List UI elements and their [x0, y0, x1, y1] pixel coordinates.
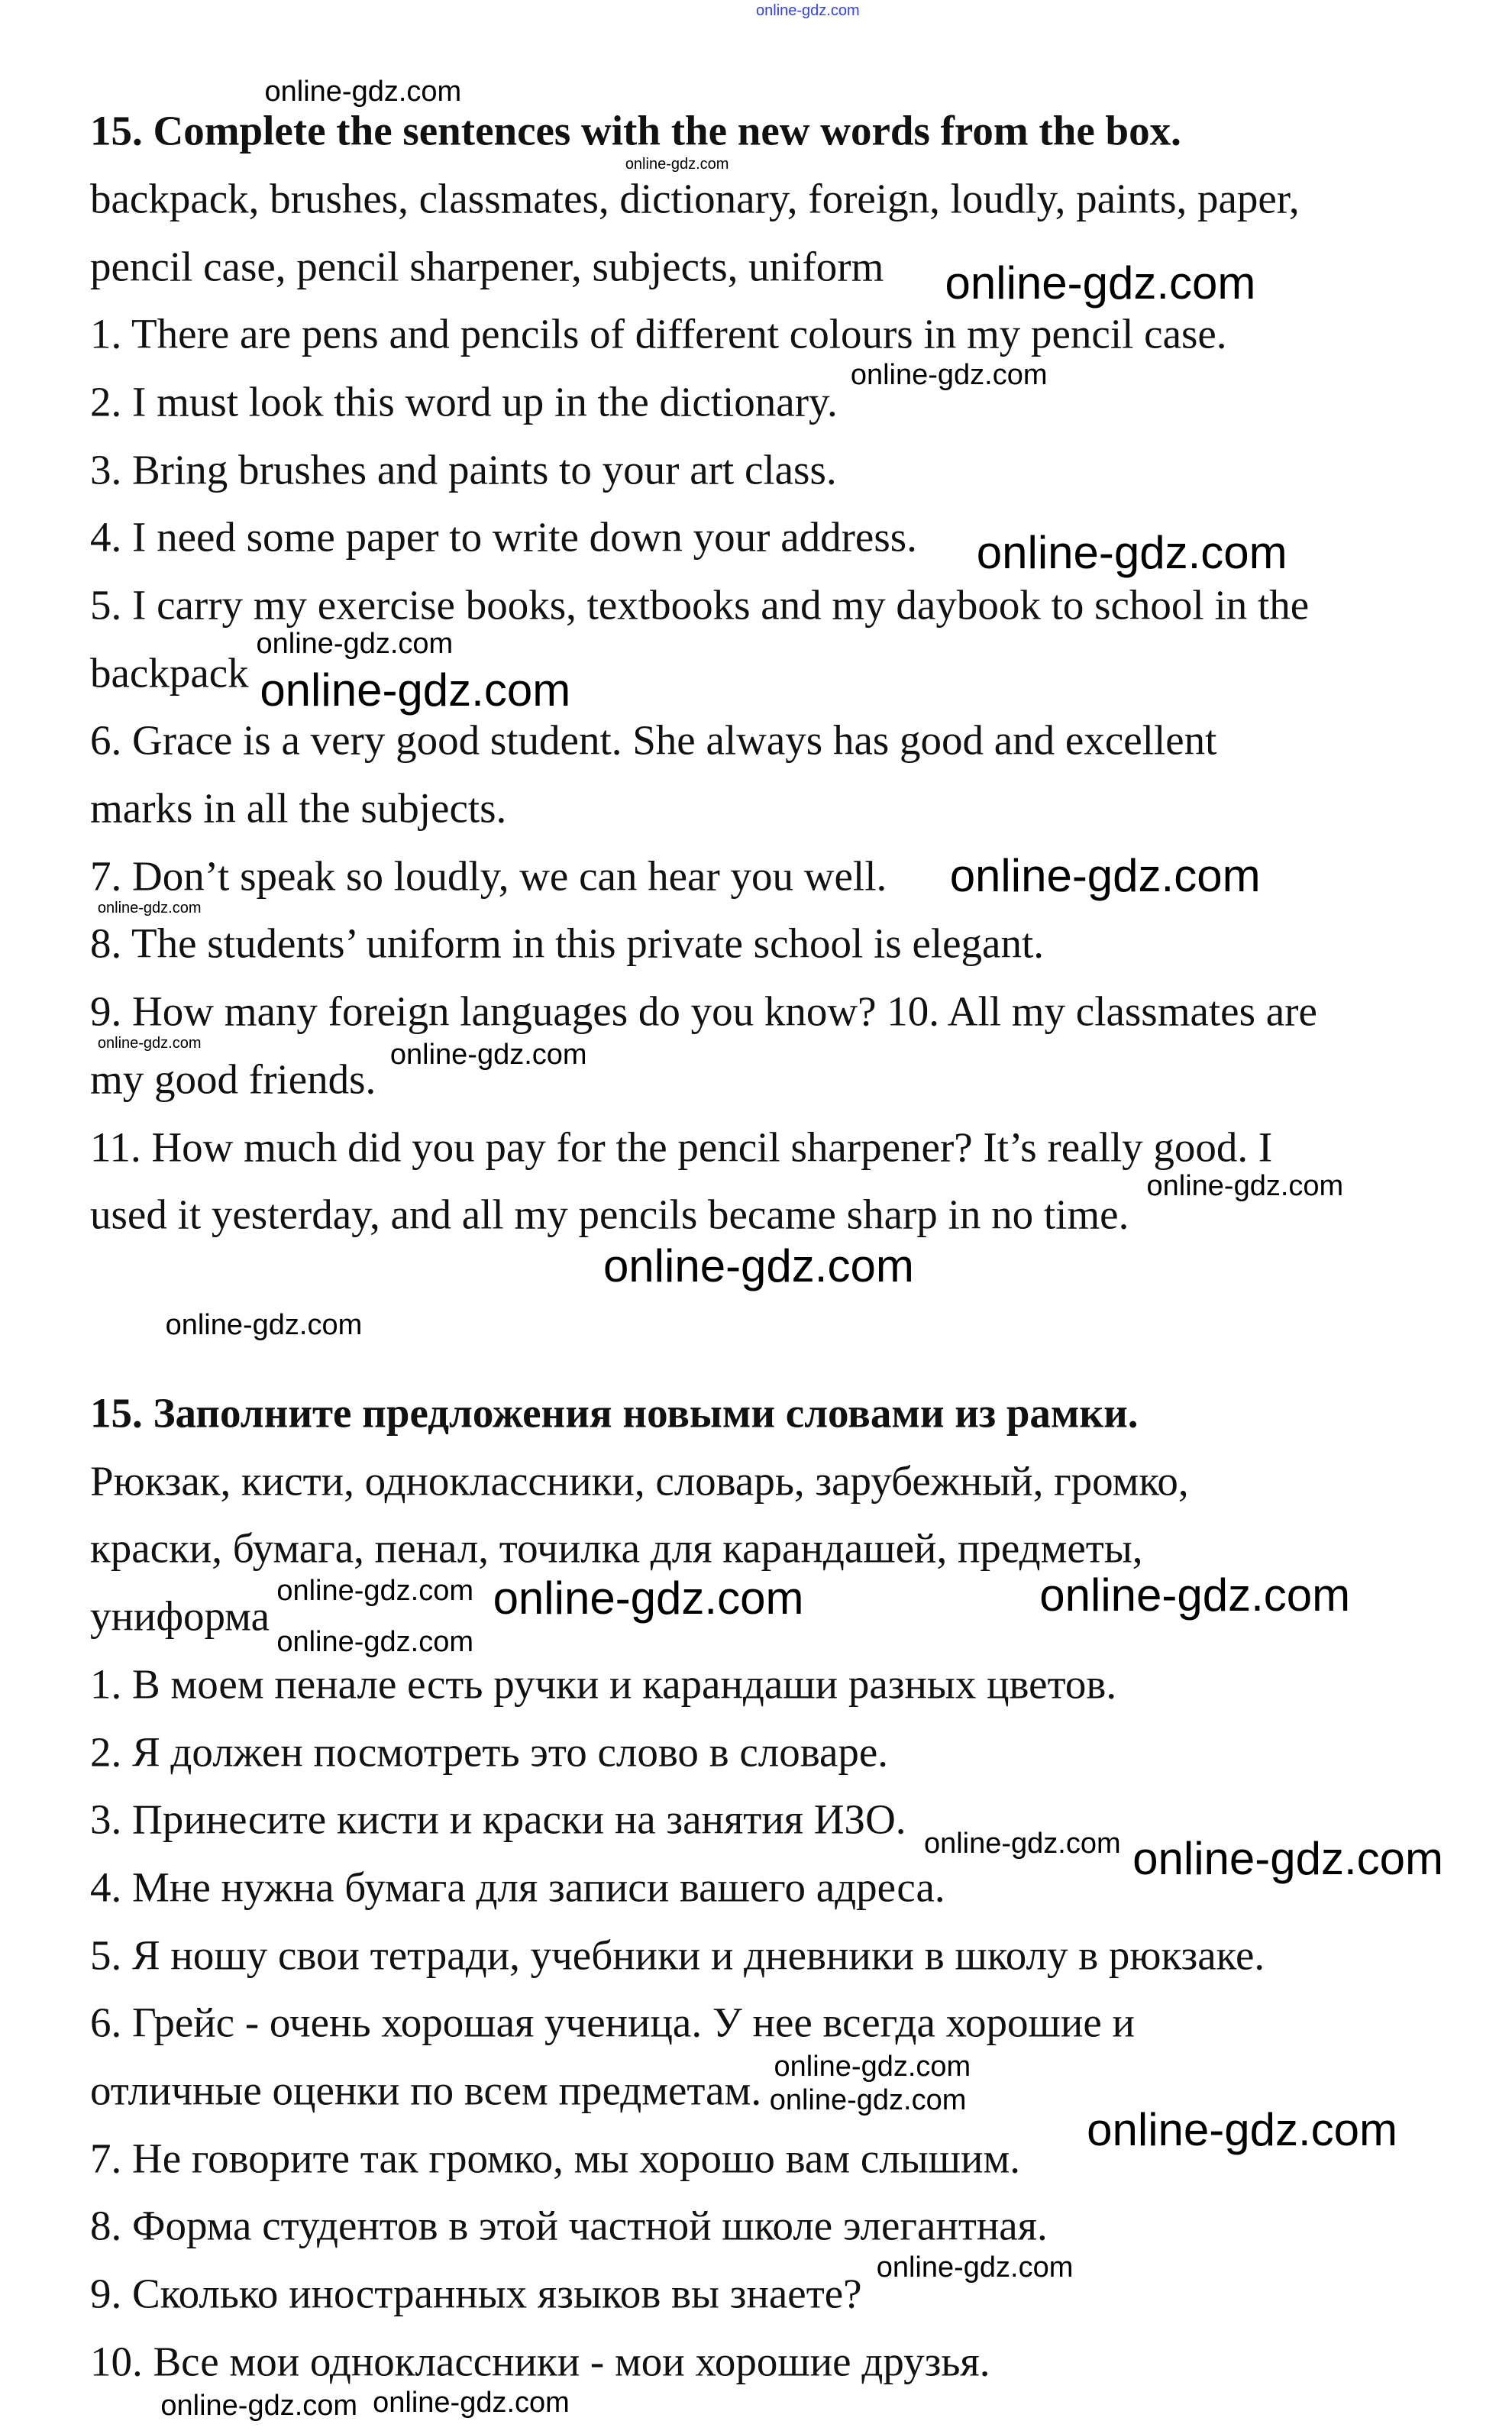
russian-line: 6. Грейс - очень хорошая ученица. У нее всегда хорошие и [90, 1999, 1135, 2046]
russian-line: краски, бумага, пенал, точилка для карандашей, предметы, [90, 1524, 1143, 1572]
russian-line: униформа [90, 1592, 270, 1640]
watermark: online-gdz.com [165, 1308, 363, 1341]
watermark: online-gdz.com [876, 2251, 1074, 2284]
watermark: online-gdz.com [949, 849, 1261, 901]
watermark: online-gdz.com [1087, 2103, 1397, 2155]
watermark: online-gdz.com [97, 899, 202, 916]
english-line: 9. How many foreign languages do you know? 10. All my classmates are [90, 987, 1317, 1035]
watermark: online-gdz.com [260, 664, 571, 716]
watermark: online-gdz.com [769, 2083, 967, 2116]
watermark: online-gdz.com [264, 76, 462, 108]
watermark: online-gdz.com [603, 1240, 914, 1291]
watermark: online-gdz.com [945, 257, 1256, 309]
english-line: 8. The students’ uniform in this private school is elegant. [90, 920, 1044, 967]
english-line: backpack, brushes, classmates, dictionary, foreign, loudly, paints, paper, [90, 175, 1300, 222]
watermark: online-gdz.com [276, 1626, 473, 1659]
english-line: 6. Grace is a very good student. She always has good and excellent [90, 716, 1217, 764]
watermark: online-gdz.com [625, 155, 729, 173]
english-line: 2. I must look this word up in the dictionary. [90, 378, 838, 425]
russian-line: 9. Сколько иностранных языков вы знаете? [90, 2270, 862, 2317]
english-line: my good friends. [90, 1055, 376, 1103]
watermark: online-gdz.com [276, 1574, 473, 1607]
watermark: online-gdz.com [850, 358, 1048, 391]
watermark: online-gdz.com [1146, 1169, 1344, 1202]
watermark: online-gdz.com [923, 1827, 1121, 1860]
watermark: online-gdz.com [97, 1035, 202, 1052]
russian-line: 3. Принесите кисти и краски на занятия ИЗО. [90, 1796, 906, 1843]
english-line: pencil case, pencil sharpener, subjects, uniform [90, 243, 884, 290]
russian-line: 10. Все мои одноклассники - мои хорошие друзья. [90, 2338, 990, 2385]
watermark: online-gdz.com [774, 2051, 971, 2083]
english-line: 3. Bring brushes and paints to your art class. [90, 446, 837, 493]
english-line: 11. How much did you pay for the pencil sharpener? It’s really good. I [90, 1123, 1273, 1170]
watermark: online-gdz.com [1039, 1569, 1351, 1621]
russian-line: 4. Мне нужна бумага для записи вашего адреса. [90, 1863, 945, 1911]
russian-line: 2. Я должен посмотреть это слово в словаре. [90, 1728, 889, 1775]
english-line: backpack [90, 649, 249, 697]
english-line: 7. Don’t speak so loudly, we can hear you well. [90, 852, 887, 900]
russian-line: 1. В моем пенале есть ручки и карандаши разных цветов. [90, 1660, 1117, 1708]
watermark: online-gdz.com [493, 1573, 804, 1624]
watermark: online-gdz.com [976, 527, 1287, 579]
watermark: online-gdz.com [373, 2387, 570, 2419]
english-line: 1. There are pens and pencils of different colours in my pencil case. [90, 310, 1227, 357]
russian-line: 8. Форма студентов в этой частной школе элегантная. [90, 2202, 1048, 2249]
russian-line: отличные оценки по всем предметам. [90, 2067, 762, 2114]
russian-line: 7. Не говорите так громко, мы хорошо вам слышим. [90, 2135, 1021, 2182]
english-line: marks in all the subjects. [90, 784, 507, 832]
english-line: 4. I need some paper to write down your address. [90, 513, 917, 561]
english-heading: 15. Complete the sentences with the new words from the box. [90, 107, 1181, 154]
watermark: online-gdz.com [756, 2, 860, 20]
watermark: online-gdz.com [1132, 1832, 1443, 1884]
russian-heading: 15. Заполните предложения новыми словами из рамки. [90, 1389, 1139, 1437]
russian-line: Рюкзак, кисти, одноклассники, словарь, зарубежный, громко, [90, 1457, 1189, 1505]
english-line: 5. I carry my exercise books, textbooks and my daybook to school in the [90, 581, 1310, 629]
watermark: online-gdz.com [160, 2389, 358, 2422]
watermark: online-gdz.com [256, 628, 454, 661]
english-line: used it yesterday, and all my pencils became sharp in no time. [90, 1191, 1129, 1238]
watermark: online-gdz.com [389, 1038, 587, 1071]
russian-line: 5. Я ношу свои тетради, учебники и дневники в школу в рюкзаке. [90, 1931, 1265, 1979]
